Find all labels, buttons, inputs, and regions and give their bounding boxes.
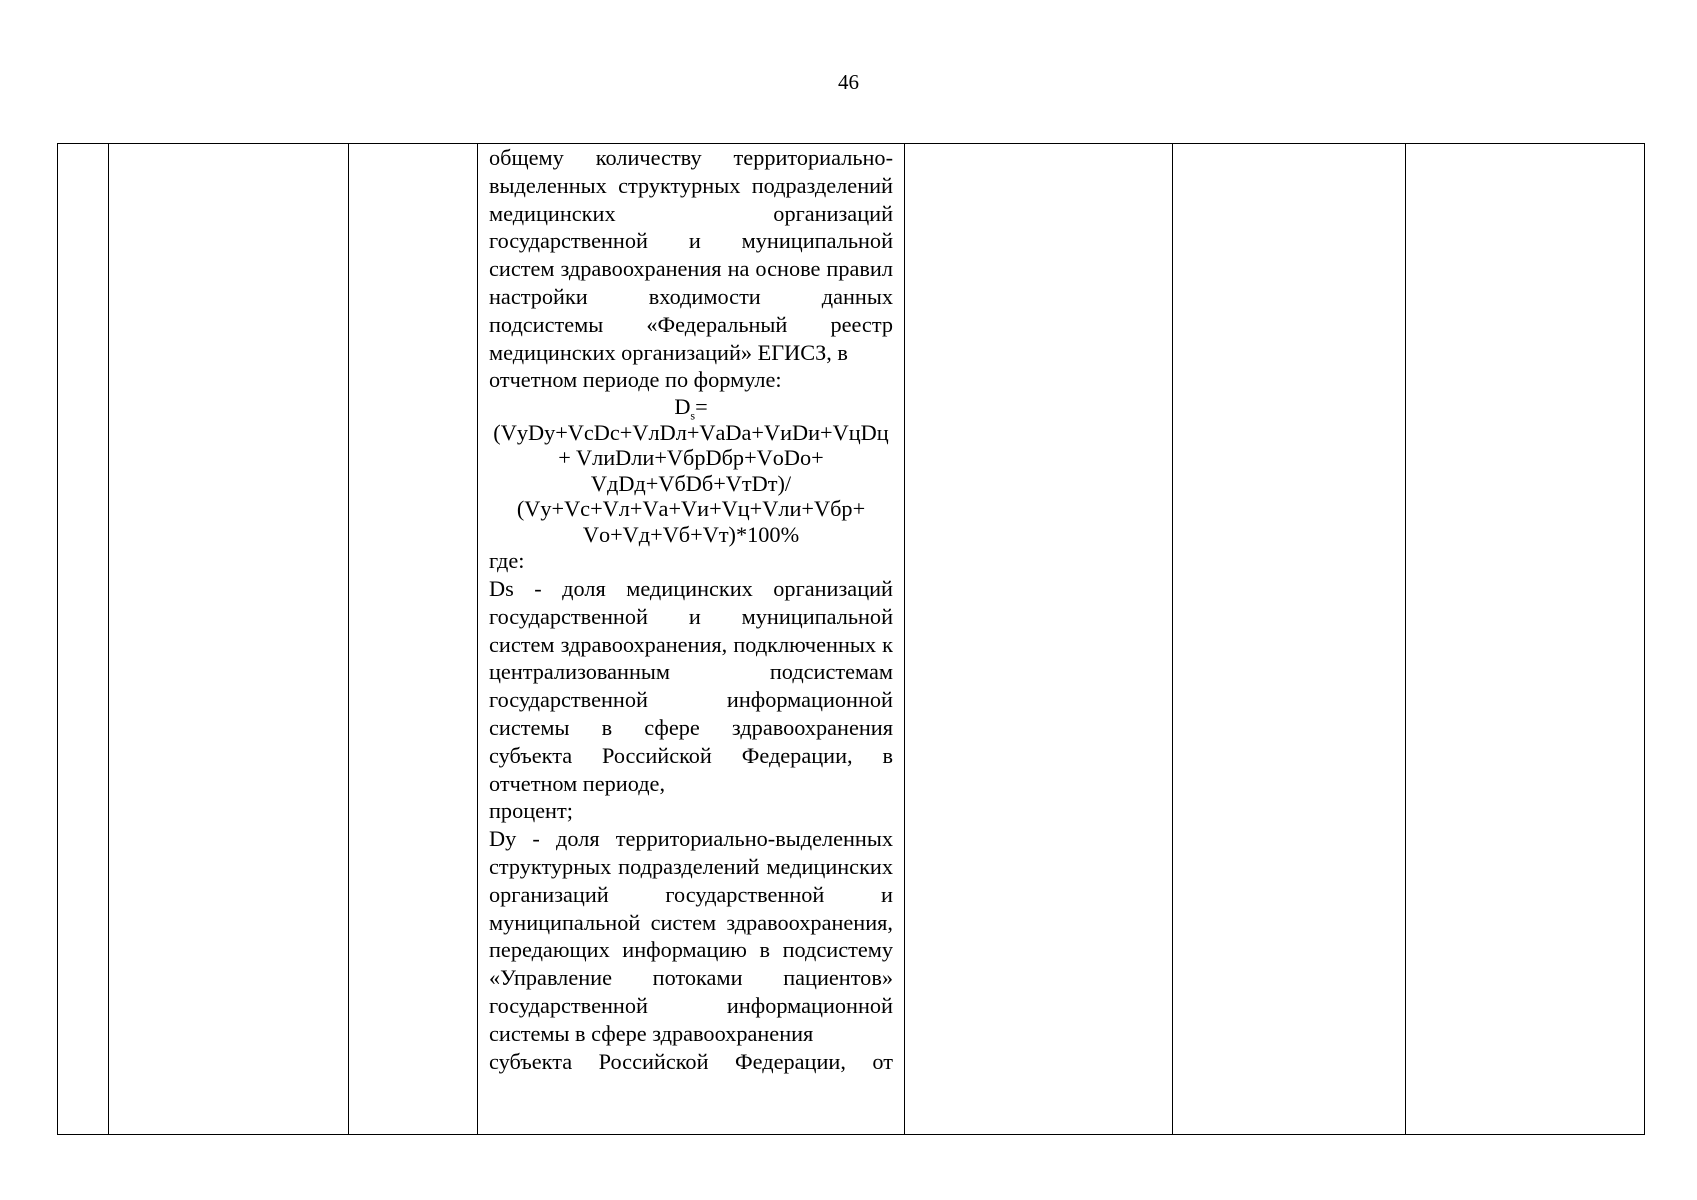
paragraph-dy-definition-end: субъекта Российской Федерации, от [489,1048,893,1074]
cell-unit-column [349,144,478,1135]
cell-number-column [58,144,109,1135]
formula-symbol: D [674,394,691,420]
formula-head [489,394,893,423]
paragraph-intro: общему количеству территориально-выделенных структурных подразделений медицинских организаций государственной и муниципальной систем здравоохранения на основе правил настройки входимости данных подсистемы «Федеральный реестр медицинских организаций» ЕГИСЗ, в [489,145,893,365]
paragraph-ds-definition: Ds - доля медицинских организаций государственной и муниципальной систем здравоохранения, подключенных к централизованным подсистемам государственной информационной системы в сфере здравоохранения субъекта Российской Федерации, в отчетном периоде, [489,575,893,796]
formula-line: Vо+Vд+Vб+Vт)*100% [582,521,800,547]
paragraph-intro-end: отчетном периоде по формуле: [489,367,782,393]
document-table [57,143,1645,1135]
cell-source-column [905,144,1173,1135]
paragraph-ds-definition-end: процент; [489,798,573,824]
page-number: 46 [838,70,859,94]
cell-responsible-column [1173,144,1406,1135]
formula-line: (Vу+Vс+Vл+Vа+Vи+Vц+Vли+Vбр+ [516,496,866,522]
where-label: где: [489,548,525,574]
cell-methodology-column [478,144,905,1135]
formula-line: + VлиDли+VбрDбр+VоDо+ [558,445,824,471]
formula-subscript: s [690,408,696,423]
table-row [58,144,1645,1135]
cell-name-column [109,144,349,1135]
formula-equals: = [695,394,708,420]
formula-line: VдDд+VбDб+VтDт)/ [590,470,792,496]
paragraph-dy-definition: Dу - доля территориально-выделенных структурных подразделений медицинских организаций государственной и муниципальной систем здравоохранения, передающих информацию в подсистему «Управление потоками пациентов» государственной информационной системы в сфере здравоохранения [489,826,893,1046]
cell-notes-column [1406,144,1645,1135]
formula-line: (VуDу+VсDс+VлDл+VаDа+VиDи+VцDц [493,419,889,445]
